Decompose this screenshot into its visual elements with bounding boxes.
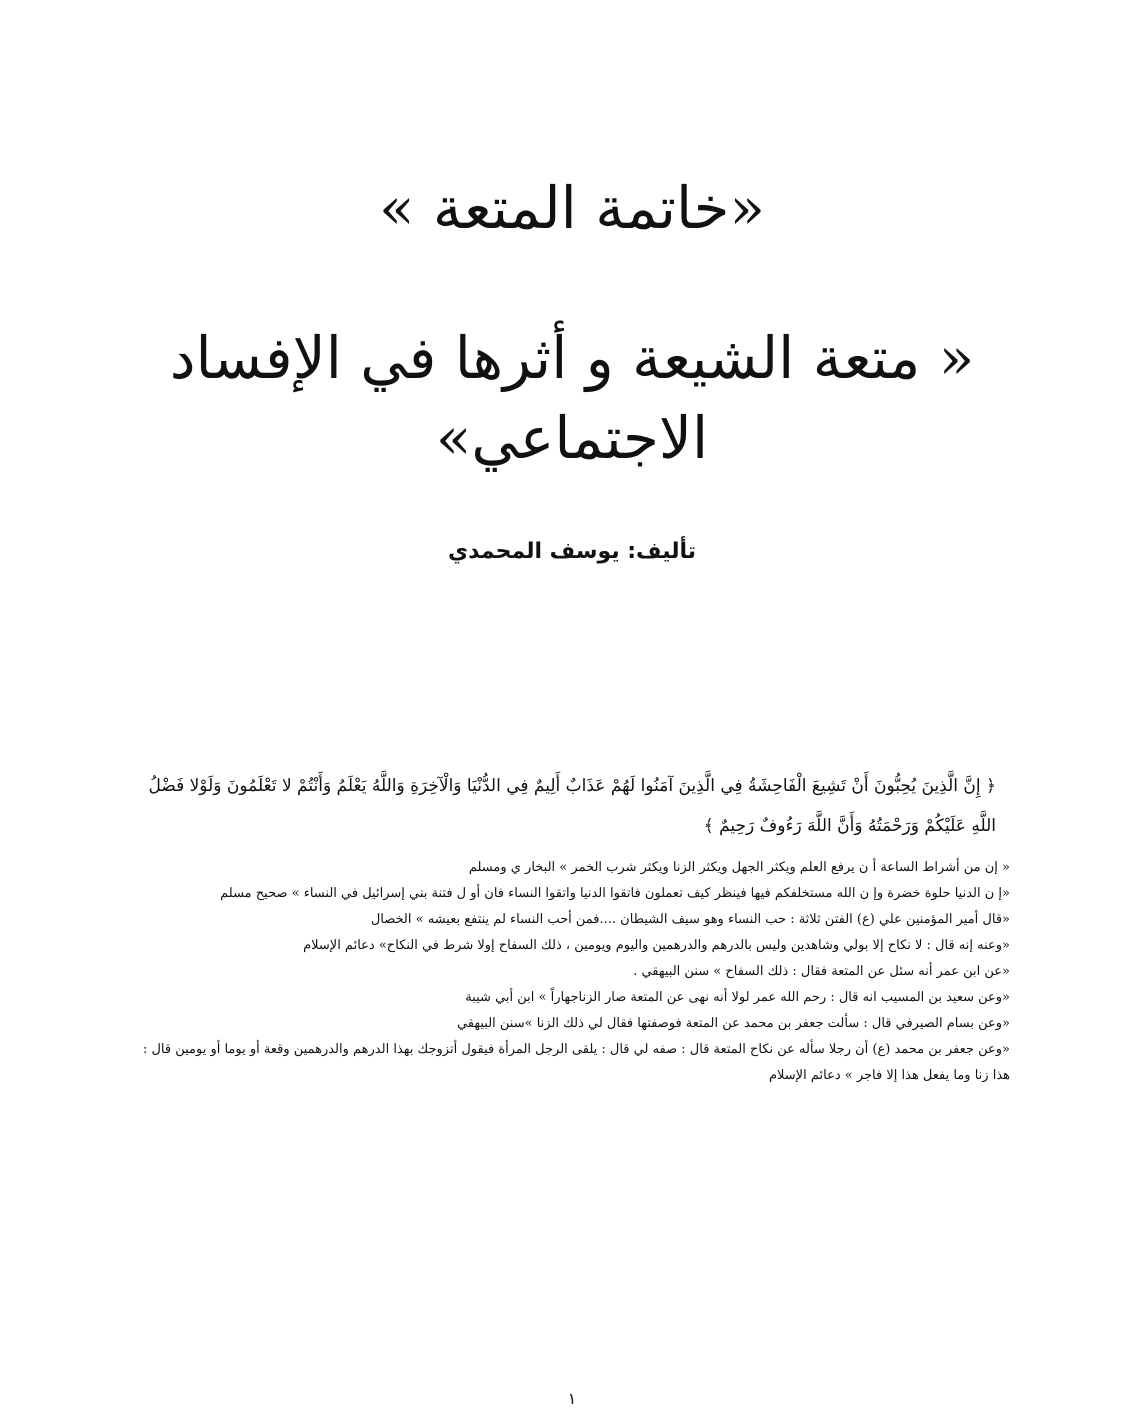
hadith-item: «قال أمير المؤمنين علي (ع) الفتن ثلاثة : حب النساء وهو سيف الشيطان ....فمن أحب النساء لم ينتفع بعيشه » الخصال: [370, 912, 1010, 927]
page-number: ١: [567, 1389, 577, 1408]
hadith-item: «عن ابن عمر أنه سئل عن المتعة فقال : ذلك السفاح » سنن البيهقي .: [633, 964, 1010, 979]
hadith-item: «إ ن الدنيا حلوة خضرة وإ ن الله مستخلفكم فيها فينظر كيف تعملون فاتقوا الدنيا واتقوا النساء فان أو ل فتنة بني إسرائيل في النساء » صحيح مسلم: [220, 886, 1010, 901]
quran-verse: ﴿ إِنَّ الَّذِينَ يُحِبُّونَ أَنْ تَشِيعَ الْفَاحِشَةُ فِي الَّذِينَ آمَنُوا لَهُمْ عَذَابٌ أَلِيمٌ فِي الدُّنْيَا وَالْآخِرَةِ وَاللَّهُ يَعْلَمُ وَأَنْتُمْ لا تَعْلَمُونَ وَلَوْلا فَضْلُ اللَّهِ عَلَيْكُمْ وَرَحْمَتُهُ وَأَنَّ اللَّهَ رَءُوفٌ رَحِيمٌ ﴾: [148, 776, 996, 836]
hadith-item: «وعن بسام الصيرفي قال : سألت جعفر بن محمد عن المتعة فوصفتها فقال لي ذلك الزنا »سنن البيهقي: [456, 1016, 1010, 1031]
hadith-item: «وعنه إنه قال : لا نكاح إلا بولي وشاهدين وليس بالدرهم والدرهمين واليوم ويومين ، ذلك السفاح إولا شرط في النكاح» دعائم الإسلام: [303, 938, 1010, 953]
book-subtitle: « متعة الشيعة و أثرها في الإفساد الاجتماعي»: [169, 324, 975, 472]
hadith-item: « إن من أشراط الساعة أ ن يرفع العلم ويكثر الجهل ويكثر الزنا ويكثر شرب الخمر » البخار ي ومسلم: [468, 860, 1010, 875]
author-line: تأليف: يوسف المحمدي: [448, 539, 696, 564]
hadith-list: [134, 855, 1010, 1089]
hadith-item: «وعن سعيد بن المسيب انه قال : رحم الله عمر لولا أنه نهى عن المتعة صار الزناجهاراً » ابن أبي شيبة: [465, 990, 1010, 1005]
hadith-item: «وعن جعفر بن محمد (ع) أن رجلا سأله عن نكاح المتعة قال : صفه لي قال : يلقى الرجل المرأة فيقول أتزوجك بهذا الدرهم والدرهمين وقعة أو يوما أو يومين قال : هذا زنا وما يفعل هذا إلا فاجر » دعائم الإسلام: [142, 1042, 1010, 1083]
book-title: «خاتمة المتعة »: [378, 174, 766, 242]
